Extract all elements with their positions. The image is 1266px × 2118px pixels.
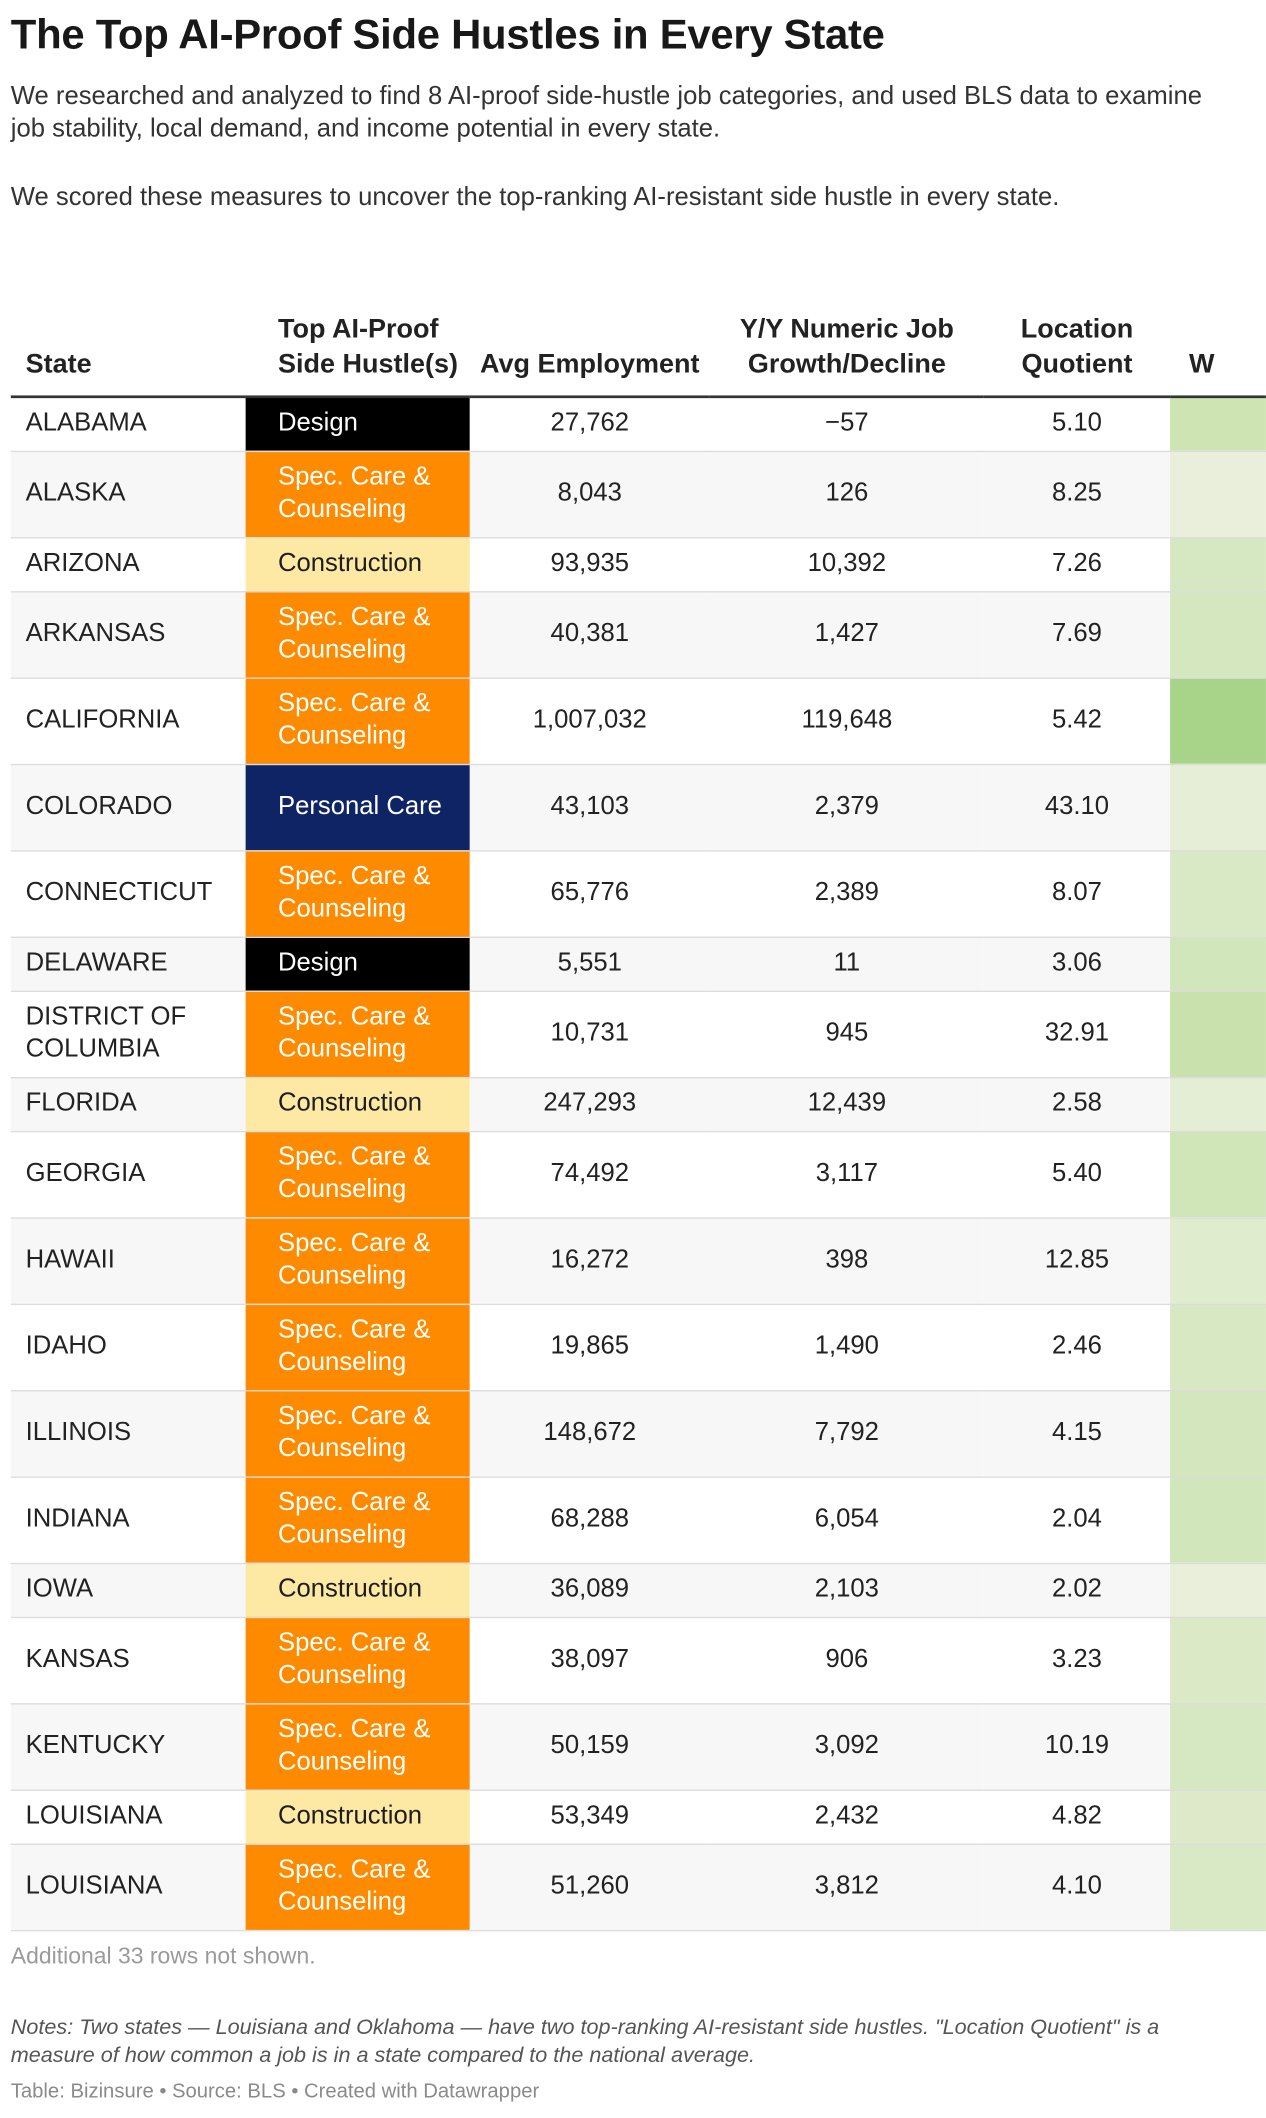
- employment-cell: 65,776: [470, 850, 710, 936]
- state-cell: GEORGIA: [11, 1131, 246, 1217]
- hustle-cell: Construction: [246, 1563, 470, 1617]
- wage-cell: [1170, 677, 1266, 763]
- table-row: [11, 1844, 1266, 1930]
- location-quotient-cell: 2.02: [984, 1563, 1170, 1617]
- location-quotient-cell: 43.10: [984, 764, 1170, 850]
- hustle-cell: Spec. Care & Counseling: [246, 1217, 470, 1303]
- employment-cell: 19,865: [470, 1304, 710, 1390]
- employment-cell: 93,935: [470, 537, 710, 591]
- hustle-cell: Spec. Care & Counseling: [246, 1844, 470, 1930]
- state-cell: CALIFORNIA: [11, 677, 246, 763]
- column-header-employment[interactable]: Avg Employment: [480, 349, 700, 380]
- wage-cell: [1170, 1077, 1266, 1131]
- location-quotient-cell: 12.85: [984, 1217, 1170, 1303]
- location-quotient-cell: 5.42: [984, 677, 1170, 763]
- location-quotient-cell: 32.91: [984, 991, 1170, 1077]
- state-cell: IDAHO: [11, 1304, 246, 1390]
- wage-cell: [1170, 1131, 1266, 1217]
- hustle-cell: Construction: [246, 537, 470, 591]
- employment-cell: 43,103: [470, 764, 710, 850]
- table-row: [11, 451, 1266, 537]
- location-quotient-cell: 3.06: [984, 937, 1170, 991]
- column-header-wage[interactable]: W: [1188, 349, 1215, 380]
- employment-cell: 5,551: [470, 937, 710, 991]
- location-quotient-cell: 10.19: [984, 1703, 1170, 1789]
- state-cell: ARIZONA: [11, 537, 246, 591]
- wage-cell: [1170, 1703, 1266, 1789]
- hustle-cell: Personal Care: [246, 764, 470, 850]
- growth-cell: 2,103: [710, 1563, 984, 1617]
- hustle-cell: Spec. Care & Counseling: [246, 591, 470, 677]
- state-cell: DELAWARE: [11, 937, 246, 991]
- employment-cell: 53,349: [470, 1790, 710, 1844]
- state-cell: DISTRICT OF COLUMBIA: [11, 991, 246, 1077]
- table-row: [11, 1304, 1266, 1390]
- table-row: [11, 591, 1266, 677]
- location-quotient-cell: 3.23: [984, 1617, 1170, 1703]
- wage-cell: [1170, 991, 1266, 1077]
- state-cell: ALASKA: [11, 451, 246, 537]
- table-row: [11, 1390, 1266, 1476]
- growth-cell: 3,117: [710, 1131, 984, 1217]
- hustle-cell: Spec. Care & Counseling: [246, 451, 470, 537]
- location-quotient-cell: 7.26: [984, 537, 1170, 591]
- location-quotient-cell: 2.04: [984, 1476, 1170, 1562]
- data-table: [11, 265, 1266, 1931]
- location-quotient-cell: 8.07: [984, 850, 1170, 936]
- table-row: [11, 937, 1266, 991]
- growth-cell: 2,389: [710, 850, 984, 936]
- wage-cell: [1170, 451, 1266, 537]
- table-row: [11, 537, 1266, 591]
- growth-cell: 398: [710, 1217, 984, 1303]
- table-row: [11, 397, 1266, 451]
- growth-cell: 1,490: [710, 1304, 984, 1390]
- table-row: [11, 1131, 1266, 1217]
- growth-cell: 945: [710, 991, 984, 1077]
- hustle-cell: Spec. Care & Counseling: [246, 1390, 470, 1476]
- location-quotient-cell: 5.40: [984, 1131, 1170, 1217]
- hustle-cell: Spec. Care & Counseling: [246, 850, 470, 936]
- state-cell: ILLINOIS: [11, 1390, 246, 1476]
- hustle-cell: Construction: [246, 1790, 470, 1844]
- employment-cell: 74,492: [470, 1131, 710, 1217]
- state-cell: KENTUCKY: [11, 1703, 246, 1789]
- state-cell: ARKANSAS: [11, 591, 246, 677]
- employment-cell: 36,089: [470, 1563, 710, 1617]
- table-row: [11, 1790, 1266, 1844]
- wage-cell: [1170, 1563, 1266, 1617]
- growth-cell: 3,092: [710, 1703, 984, 1789]
- growth-cell: 126: [710, 451, 984, 537]
- state-cell: HAWAII: [11, 1217, 246, 1303]
- employment-cell: 8,043: [470, 451, 710, 537]
- table-row: [11, 1217, 1266, 1303]
- hustle-cell: Spec. Care & Counseling: [246, 1617, 470, 1703]
- growth-cell: 1,427: [710, 591, 984, 677]
- location-quotient-cell: 8.25: [984, 451, 1170, 537]
- wage-cell: [1170, 397, 1266, 451]
- chart-credits: Table: Bizinsure • Source: BLS • Created with Datawrapper: [10, 2079, 540, 2103]
- employment-cell: 1,007,032: [470, 677, 710, 763]
- state-cell: INDIANA: [11, 1476, 246, 1562]
- table-row: [11, 1617, 1266, 1703]
- chart-title: The Top AI-Proof Side Hustles in Every State: [10, 10, 885, 59]
- state-cell: IOWA: [11, 1563, 246, 1617]
- state-cell: ALABAMA: [11, 397, 246, 451]
- employment-cell: 27,762: [470, 397, 710, 451]
- employment-cell: 148,672: [470, 1390, 710, 1476]
- wage-cell: [1170, 1476, 1266, 1562]
- location-quotient-cell: 4.10: [984, 1844, 1170, 1930]
- table-body: [11, 397, 1266, 1930]
- growth-cell: 6,054: [710, 1476, 984, 1562]
- growth-cell: 11: [710, 937, 984, 991]
- hustle-cell: Spec. Care & Counseling: [246, 1131, 470, 1217]
- state-cell: CONNECTICUT: [11, 850, 246, 936]
- employment-cell: 38,097: [470, 1617, 710, 1703]
- chart-notes: Notes: Two states — Louisiana and Oklahoma — have two top-ranking AI-resistant side hustles. "Location Quotient" is a measure of how common a job is in a state compared to the national average.: [10, 2016, 1160, 2068]
- hustle-cell: Spec. Care & Counseling: [246, 1476, 470, 1562]
- wage-cell: [1170, 937, 1266, 991]
- employment-cell: 10,731: [470, 991, 710, 1077]
- growth-cell: 906: [710, 1617, 984, 1703]
- hustle-cell: Spec. Care & Counseling: [246, 991, 470, 1077]
- chart-description-2: We scored these measures to uncover the top-ranking AI-resistant side hustle in every state.: [10, 183, 1060, 212]
- location-quotient-cell: 5.10: [984, 397, 1170, 451]
- employment-cell: 51,260: [470, 1844, 710, 1930]
- wage-cell: [1170, 1390, 1266, 1476]
- hustle-cell: Spec. Care & Counseling: [246, 1703, 470, 1789]
- location-quotient-cell: 4.15: [984, 1390, 1170, 1476]
- wage-cell: [1170, 1617, 1266, 1703]
- location-quotient-cell: 4.82: [984, 1790, 1170, 1844]
- table-row: [11, 1476, 1266, 1562]
- growth-cell: 10,392: [710, 537, 984, 591]
- growth-cell: 2,432: [710, 1790, 984, 1844]
- table-row: [11, 764, 1266, 850]
- wage-cell: [1170, 850, 1266, 936]
- employment-cell: 50,159: [470, 1703, 710, 1789]
- table-header-row: [11, 265, 1266, 397]
- column-header-growth[interactable]: Y/Y Numeric Job Growth/Decline: [739, 314, 954, 380]
- hustle-cell: Design: [246, 397, 470, 451]
- wage-cell: [1170, 1844, 1266, 1930]
- data-table-wrapper[interactable]: [11, 265, 1215, 1925]
- growth-cell: 12,439: [710, 1077, 984, 1131]
- column-header-location-quotient[interactable]: Location Quotient: [1020, 314, 1134, 380]
- employment-cell: 40,381: [470, 591, 710, 677]
- chart-description: We researched and analyzed to find 8 AI-proof side-hustle job categories, and used BLS data to examine job stability, local demand, and income potential in every state.: [10, 82, 1203, 144]
- table-row: [11, 991, 1266, 1077]
- state-cell: LOUISIANA: [11, 1790, 246, 1844]
- hustle-cell: Design: [246, 937, 470, 991]
- growth-cell: −57: [710, 397, 984, 451]
- table-row: [11, 1563, 1266, 1617]
- hustle-cell: Spec. Care & Counseling: [246, 1304, 470, 1390]
- state-cell: KANSAS: [11, 1617, 246, 1703]
- table-row: [11, 850, 1266, 936]
- table-row: [11, 1703, 1266, 1789]
- hustle-cell: Construction: [246, 1077, 470, 1131]
- growth-cell: 3,812: [710, 1844, 984, 1930]
- location-quotient-cell: 7.69: [984, 591, 1170, 677]
- wage-cell: [1170, 1304, 1266, 1390]
- location-quotient-cell: 2.46: [984, 1304, 1170, 1390]
- table-row: [11, 677, 1266, 763]
- wage-cell: [1170, 764, 1266, 850]
- wage-cell: [1170, 1217, 1266, 1303]
- wage-cell: [1170, 537, 1266, 591]
- column-header-hustle[interactable]: Top AI-Proof Side Hustle(s): [278, 314, 458, 380]
- wage-cell: [1170, 1790, 1266, 1844]
- location-quotient-cell: 2.58: [984, 1077, 1170, 1131]
- growth-cell: 7,792: [710, 1390, 984, 1476]
- hustle-cell: Spec. Care & Counseling: [246, 677, 470, 763]
- employment-cell: 16,272: [470, 1217, 710, 1303]
- table-row: [11, 1077, 1266, 1131]
- growth-cell: 2,379: [710, 764, 984, 850]
- wage-cell: [1170, 591, 1266, 677]
- column-header-state[interactable]: State: [25, 349, 92, 380]
- growth-cell: 119,648: [710, 677, 984, 763]
- employment-cell: 68,288: [470, 1476, 710, 1562]
- state-cell: FLORIDA: [11, 1077, 246, 1131]
- employment-cell: 247,293: [470, 1077, 710, 1131]
- state-cell: COLORADO: [11, 764, 246, 850]
- state-cell: LOUISIANA: [11, 1844, 246, 1930]
- more-rows-note: Additional 33 rows not shown.: [10, 1943, 316, 1970]
